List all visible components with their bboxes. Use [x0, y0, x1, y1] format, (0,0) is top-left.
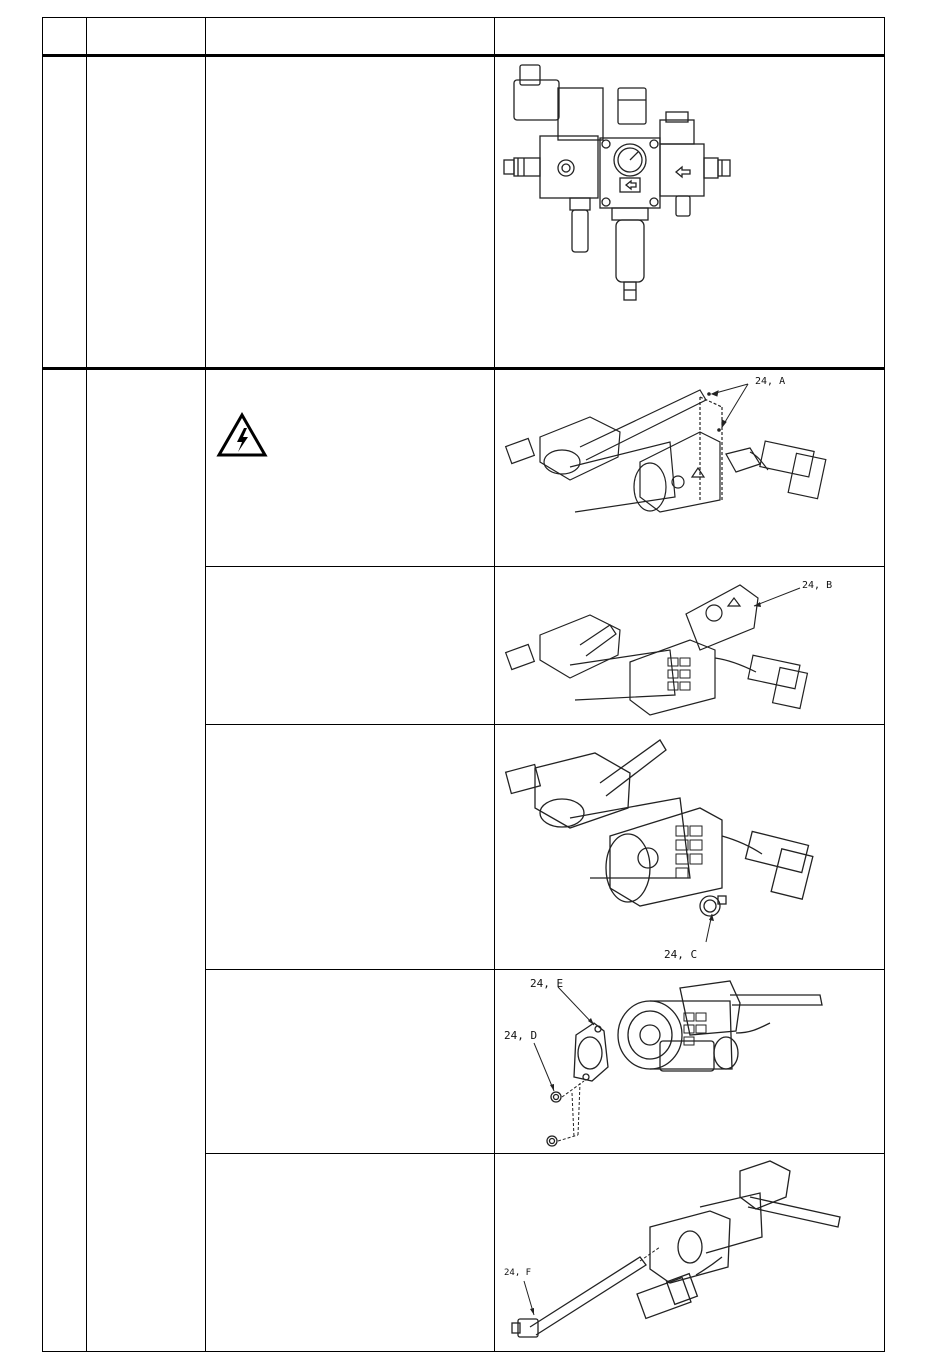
subrow-divider-2	[205, 724, 885, 725]
column-separator-3	[494, 17, 495, 1352]
callout-24d: 24, D	[504, 1029, 538, 1042]
callout-24e: 24, E	[530, 977, 564, 990]
callout-24c: 24, C	[664, 948, 698, 961]
figure-24b-drawing	[500, 570, 880, 720]
callout-24a: 24, A	[755, 376, 786, 387]
subrow-divider-3	[205, 969, 885, 970]
electrical-hazard-icon	[216, 412, 268, 458]
column-separator-1	[86, 17, 87, 1352]
subrow-divider-4	[205, 1153, 885, 1154]
callout-24f: 24, F	[504, 1268, 532, 1278]
row-divider	[42, 367, 885, 370]
column-separator-2	[205, 17, 206, 1352]
figure-24de-drawing	[500, 973, 880, 1151]
callout-24b: 24, B	[802, 580, 833, 591]
figure-24f-drawing	[500, 1157, 880, 1349]
table-top-border	[42, 17, 885, 18]
table-right-border	[884, 17, 885, 1352]
table-bottom-border	[42, 1351, 885, 1352]
figure-24c-drawing	[500, 728, 880, 964]
figure-24a-drawing	[500, 372, 880, 562]
pneumatic-unit-drawing	[500, 60, 740, 310]
subrow-divider-1	[205, 566, 885, 567]
header-rule	[42, 54, 885, 57]
table-left-border	[42, 17, 43, 1352]
